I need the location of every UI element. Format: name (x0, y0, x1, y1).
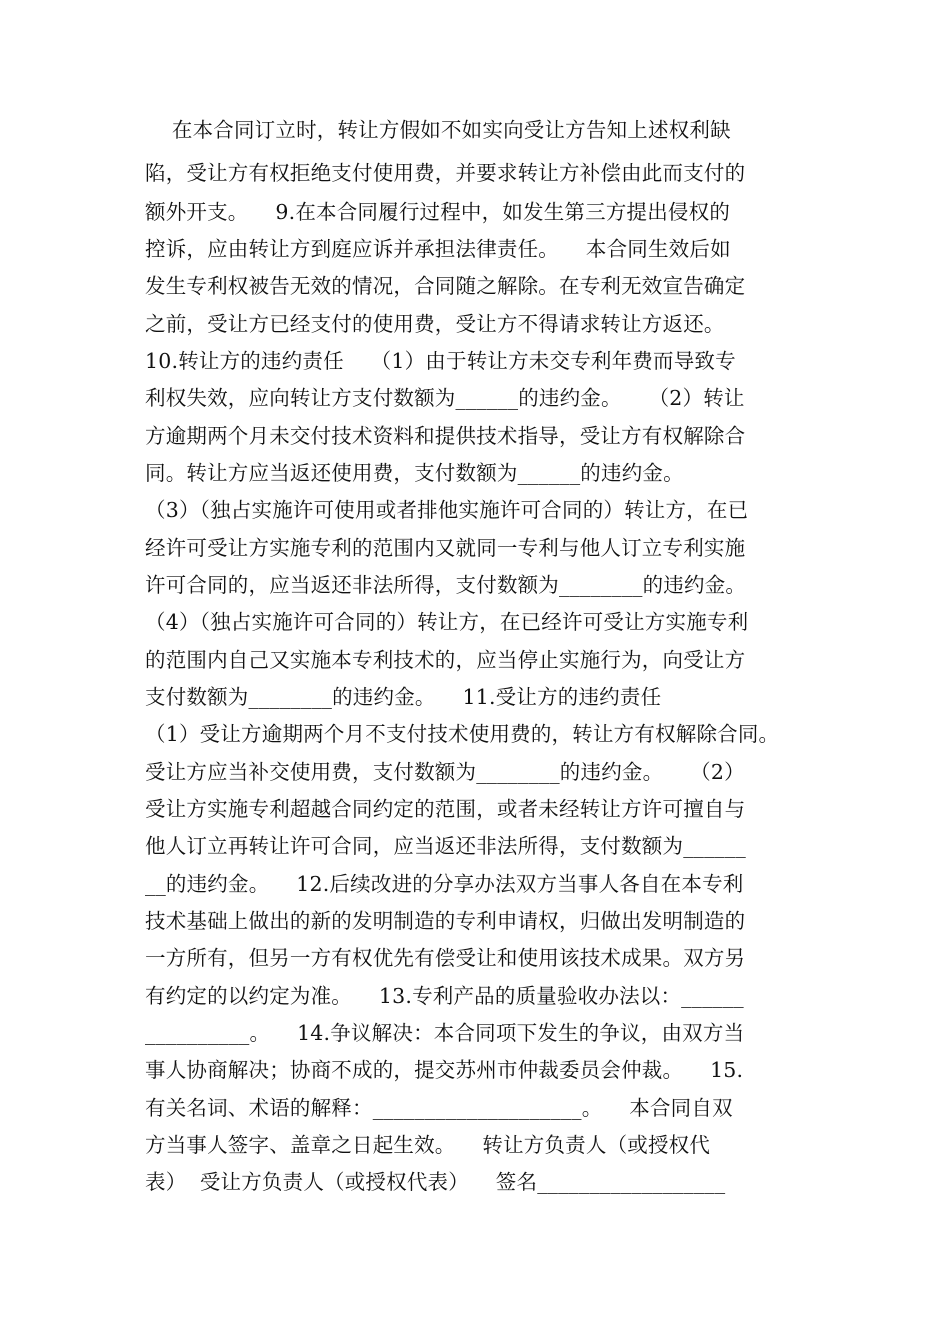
text-line: 技术基础上做出的新的发明制造的专利申请权，归做出发明制造的 (145, 909, 746, 933)
text-line: __________。 14.争议解决：本合同项下发生的争议，由双方当 (145, 1021, 745, 1045)
text-line: 方当事人签字、盖章之日起生效。 转让方负责人（或授权代 (145, 1133, 711, 1157)
text-line: （4）（独占实施许可合同的）转让方，在已经许可受让方实施专利 (145, 610, 749, 634)
text-line: 之前，受让方已经支付的使用费，受让方不得请求转让方返还。 (145, 312, 725, 336)
text-line: 他人订立再转让许可合同，应当返还非法所得，支付数额为______ (145, 834, 746, 858)
text-line: 额外开支。 9.在本合同履行过程中，如发生第三方提出侵权的 (145, 200, 731, 224)
text-line: 利权失效，应向转让方支付数额为______的违约金。 （2）转让 (145, 386, 745, 410)
text-line: __的违约金。 12.后续改进的分享办法双方当事人各自在本专利 (145, 872, 744, 896)
text-line: 同。转让方应当返还使用费，支付数额为______的违约金。 (145, 461, 684, 485)
text-line: 控诉，应由转让方到庭应诉并承担法律责任。 本合同生效后如 (145, 237, 731, 261)
text-line: （3）（独占实施许可使用或者排他实施许可合同的）转让方，在已 (145, 498, 749, 522)
text-line: 表） 受让方负责人（或授权代表） 签名__________________ (145, 1170, 726, 1194)
text-line: （1）受让方逾期两个月不支付技术使用费的，转让方有权解除合同。 (145, 722, 780, 746)
text-line: 10.转让方的违约责任 （1）由于转让方未交专利年费而导致专 (145, 349, 736, 373)
text-line: 方逾期两个月未交付技术资料和提供技术指导，受让方有权解除合 (145, 424, 746, 448)
text-line: 发生专利权被告无效的情况，合同随之解除。在专利无效宣告确定 (145, 274, 746, 298)
text-line: 受让方实施专利超越合同约定的范围，或者未经转让方许可擅自与 (145, 797, 746, 821)
text-line: 有关名词、术语的解释：____________________。 本合同自双 (145, 1096, 733, 1120)
text-line: 支付数额为________的违约金。 11.受让方的违约责任 (145, 685, 662, 709)
text-line: 陷，受让方有权拒绝支付使用费，并要求转让方补偿由此而支付的 (145, 161, 746, 185)
text-line: 经许可受让方实施专利的范围内又就同一专利与他人订立专利实施 (145, 536, 746, 560)
text-line: 事人协商解决；协商不成的，提交苏州市仲裁委员会仲裁。 15. (145, 1058, 744, 1082)
text-line: 在本合同订立时，转让方假如不如实向受让方告知上述权利缺 (145, 118, 731, 142)
text-line: 有约定的以约定为准。 13.专利产品的质量验收办法以：______ (145, 984, 744, 1008)
text-line: 的范围内自己又实施本专利技术的，应当停止实施行为，向受让方 (145, 648, 746, 672)
text-line: 一方所有，但另一方有权优先有偿受让和使用该技术成果。双方另 (145, 946, 746, 970)
text-line: 许可合同的，应当返还非法所得，支付数额为________的违约金。 (145, 573, 747, 597)
text-line: 受让方应当补交使用费，支付数额为________的违约金。 （2） (145, 760, 745, 784)
